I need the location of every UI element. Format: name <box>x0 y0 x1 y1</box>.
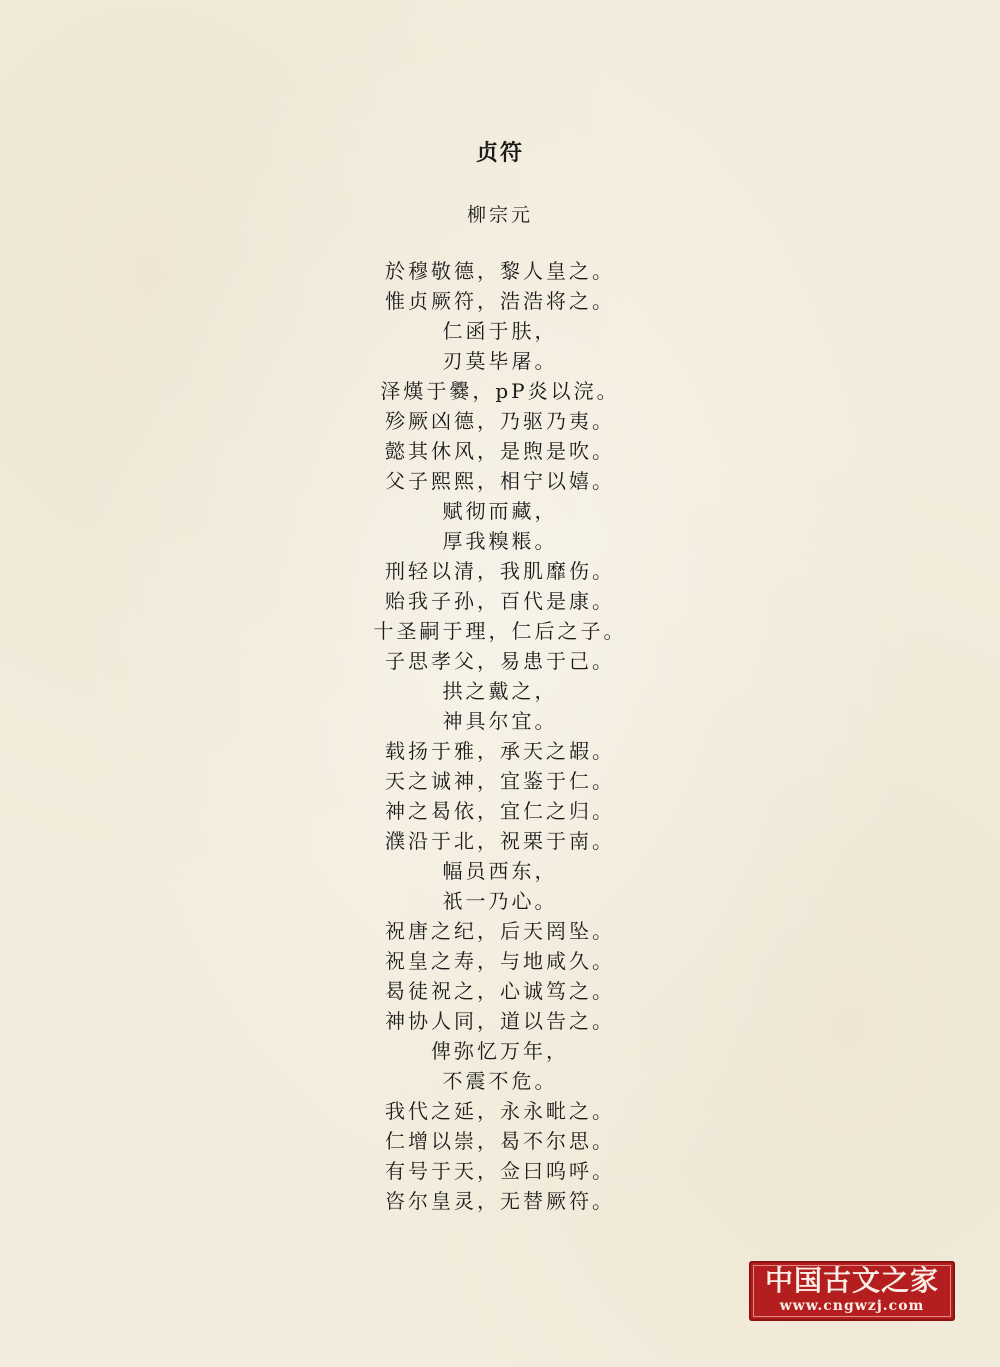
poem-line: 父子熙熙，相宁以嬉。 <box>385 469 615 493</box>
poem-line: 十圣嗣于理，仁后之子。 <box>373 619 627 643</box>
seal-site-url: www.cngwzj.com <box>779 1298 925 1314</box>
poem-lines <box>0 256 1000 1216</box>
poem-line: 赋彻而藏， <box>442 499 558 523</box>
poem-line: 神具尔宜。 <box>442 709 558 733</box>
poem-line: 濮沿于北，祝栗于南。 <box>385 829 615 853</box>
poem-line: 不震不危。 <box>442 1069 558 1093</box>
poem-line: 祝皇之寿，与地咸久。 <box>385 949 615 973</box>
poem-line: 咨尔皇灵，无替厥符。 <box>385 1189 615 1213</box>
poem-line: 仁增以崇，曷不尔思。 <box>385 1129 615 1153</box>
poem-line: 於穆敬德，黎人皇之。 <box>385 259 615 283</box>
poem-line: 懿其休风，是煦是吹。 <box>385 439 615 463</box>
poem-line: 俾弥忆万年， <box>431 1039 569 1063</box>
poem-line: 神之曷依，宜仁之归。 <box>385 799 615 823</box>
poem-line: 刃莫毕屠。 <box>442 349 558 373</box>
poem-line: 刑轻以清，我肌靡伤。 <box>385 559 615 583</box>
poem-line: 祝唐之纪，后天罔坠。 <box>385 919 615 943</box>
poem-author: 柳宗元 <box>466 204 533 226</box>
seal-site-name: 中国古文之家 <box>764 1264 939 1297</box>
poem-line: 天之诚神，宜鉴于仁。 <box>385 769 615 793</box>
poem-line: 幅员西东， <box>442 859 558 883</box>
poem-line: 祇一乃心。 <box>442 889 558 913</box>
poem-line: 惟贞厥符，浩浩将之。 <box>385 289 615 313</box>
poem-line: 子思孝父，易患于己。 <box>385 649 615 673</box>
poem-line: 拱之戴之， <box>442 679 558 703</box>
poem-line: 殄厥凶德，乃驱乃夷。 <box>385 409 615 433</box>
poem-line: 神协人同，道以告之。 <box>385 1009 615 1033</box>
poem-line: 厚我糗粻。 <box>442 529 558 553</box>
poem-line: 泽熯于爨，pP炎以浣。 <box>380 379 620 403</box>
poem-line: 贻我子孙，百代是康。 <box>385 589 615 613</box>
site-seal-logo <box>749 1261 955 1321</box>
poem-line: 曷徒祝之，心诚笃之。 <box>385 979 615 1003</box>
poem-title: 贞符 <box>475 140 524 166</box>
poem-line: 我代之延，永永毗之。 <box>385 1099 615 1123</box>
poem-line: 载扬于雅，承天之嘏。 <box>385 739 615 763</box>
poem-line: 仁函于肤， <box>442 319 558 343</box>
poem-line: 有号于天，佥曰呜呼。 <box>385 1159 615 1183</box>
